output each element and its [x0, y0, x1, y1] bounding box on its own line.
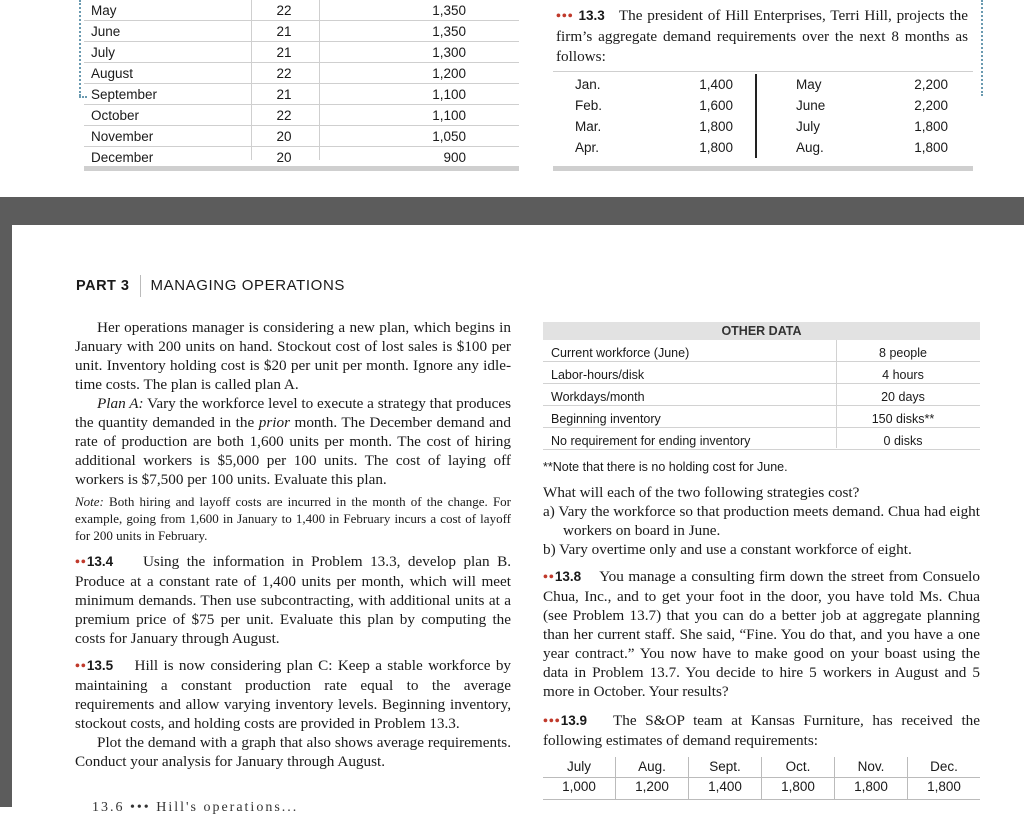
demand-estimates-table	[543, 757, 980, 797]
problem-13-8: ••13.8 You manage a consulting firm down the street from Consuelo Chua, Inc., and to get your foot in the door, you have told Ms. Chua (see Problem 13.7) that you can do a better job at aggregate planning than her current staff. She said, “Fine. You do that, and you have a one year contract.” You now have to make good on your boast using the data in Problem 13.7. You decide to hire 5 workers in August and 5 more in October. Your results?	[543, 568, 980, 700]
difficulty-dots: ••	[75, 555, 87, 570]
note-paragraph: Note: Both hiring and layoff costs are incurred in the month of the change. For example, going from 1,600 in January to 1,400 in February incurs a cost of layoff for 200 units in February.	[75, 494, 511, 543]
table-row: June 21 1,350	[84, 21, 519, 42]
margin-dotted-line	[79, 0, 81, 96]
plan-a-label: Plan A:	[97, 395, 144, 412]
table-title: OTHER DATA	[543, 322, 980, 340]
table-row: 1,000 1,200 1,400 1,800 1,800 1,800	[562, 779, 961, 794]
left-column	[75, 318, 511, 771]
table-row: Mar. 1,800 July 1,800	[575, 119, 948, 134]
paragraph: Plot the demand with a graph that also shows average requirements. Conduct your analysis for January through August.	[75, 734, 511, 770]
table-row: Workdays/month 20 days	[543, 384, 980, 406]
header-divider	[140, 275, 141, 297]
table-row: July 21 1,300	[84, 42, 519, 63]
table-row: Feb. 1,600 June 2,200	[575, 98, 948, 113]
cutoff-text: 13.6 ••• Hill's operations...	[92, 800, 299, 815]
problem-number: 13.8	[554, 569, 582, 584]
table-row: May 22 1,350	[84, 0, 519, 21]
table-rule	[543, 799, 980, 800]
problem-text: The president of Hill Enterprises, Terri Hill, projects the firm’s aggregate demand requirements over the next 8 months as follows:	[556, 7, 968, 65]
note-label: Note:	[75, 494, 104, 509]
table-row: September 21 1,100	[84, 84, 519, 105]
table-row: No requirement for ending inventory 0 disks	[543, 428, 980, 450]
table-bottom-rule	[553, 166, 973, 171]
table-row: October 22 1,100	[84, 105, 519, 126]
table-header-row: July Aug. Sept. Oct. Nov. Dec.	[566, 759, 958, 774]
problem-13-3	[556, 6, 968, 67]
aggregate-demand-table	[553, 70, 973, 157]
strategy-a: a) Vary the workforce so that production meets demand. Chua had eight workers on board in June.	[543, 503, 980, 539]
table-row: December 20 900	[84, 147, 519, 168]
table-row: August 22 1,200	[84, 63, 519, 84]
table-bottom-rule	[84, 166, 519, 171]
strategy-b: b) Vary overtime only and use a constant workforce of eight.	[543, 541, 912, 558]
table-row: November 20 1,050	[84, 126, 519, 147]
table-divider	[755, 74, 757, 158]
difficulty-dots: ••	[543, 570, 555, 585]
problem-number: 13.4	[86, 554, 114, 569]
running-header	[76, 275, 345, 297]
problem-13-5: ••13.5 Hill is now considering plan C: Keep a stable workforce by maintaining a constant production rate equal to the average requirements and allow varying inventory levels. Beginning inventory, stockout costs, and holding costs are provided in Problem 13.3.	[75, 657, 512, 732]
right-column	[543, 322, 980, 750]
page-separator	[0, 197, 1024, 225]
question-text: What will each of the two following strategies cost?	[543, 484, 860, 501]
problem-number: 13.9	[560, 713, 587, 728]
table-row: Labor-hours/disk 4 hours	[543, 362, 980, 384]
page-gutter	[0, 197, 12, 807]
difficulty-dots: ••	[75, 659, 87, 674]
plan-a-paragraph: Plan A: Vary the workforce level to execute a strategy that produces the quantity demanded in the prior month. The December demand and rate of production are both 1,600 units per month. The cost of hiring additional workers is $5,000 per 100 units. The cost of laying off workers is $7,500 per 100 units. Evaluate this plan.	[75, 395, 511, 488]
table-row: Jan. 1,400 May 2,200	[575, 77, 948, 92]
problem-number: 13.5	[86, 658, 114, 673]
paragraph: Her operations manager is considering a new plan, which begins in January with 200 units on hand. Stockout cost of lost sales is $100 per unit. Inventory holding cost is $20 per unit per month. Ignore any idle-time costs. The plan is called plan A.	[75, 319, 511, 393]
previous-page-fragment	[0, 0, 1024, 197]
problem-number: 13.3	[578, 8, 605, 23]
table-row: Beginning inventory 150 disks**	[543, 406, 980, 428]
table-footnote: **Note that there is no holding cost for June.	[543, 460, 788, 474]
margin-dotted-line	[981, 0, 983, 96]
part-label: PART 3	[76, 278, 130, 295]
other-data-table	[543, 322, 980, 450]
table-row: Current workforce (June) 8 people	[543, 340, 980, 362]
problem-13-4: ••13.4 Using the information in Problem 13.3, develop plan B. Produce at a constant rate of 1,400 units per month, which will meet minimum demands. Then use subcontracting, with additional units at a premium price of $75 per unit. Evaluate this plan by computing the costs for January through August.	[75, 553, 511, 647]
part-title: MANAGING OPERATIONS	[150, 277, 345, 295]
difficulty-dots: •••	[556, 9, 574, 24]
production-table	[84, 0, 519, 168]
table-row: Apr. 1,800 Aug. 1,800	[575, 140, 948, 155]
problem-13-9: •••13.9 The S&OP team at Kansas Furniture, has received the following estimates of demand requirements:	[543, 712, 980, 749]
difficulty-dots: •••	[543, 714, 561, 729]
